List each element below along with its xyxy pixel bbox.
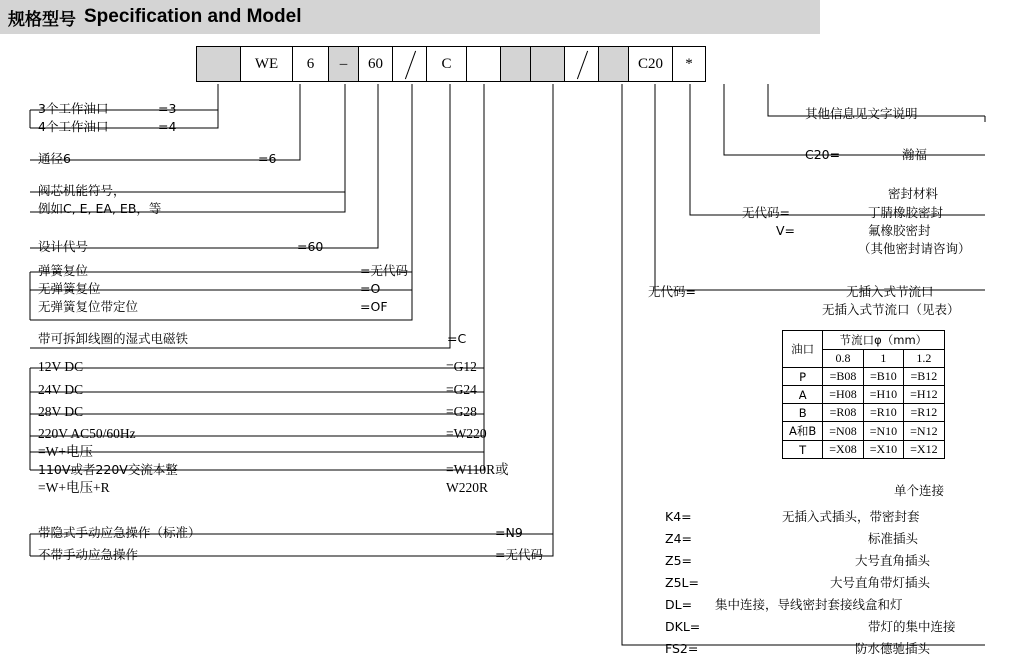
value-dl: 集中连接，导线密封套接线盒和灯 — [715, 597, 903, 612]
value-throttle-table-ref: 无插入式节流口（见表） — [822, 302, 960, 317]
cell-t-0: =X08 — [823, 441, 863, 459]
label-seal-none: 无代码= — [742, 205, 790, 220]
throttle-table-row-header: 油口 — [783, 331, 823, 368]
throttle-col-0: 0.8 — [823, 350, 863, 368]
value-24vdc: =G24 — [446, 382, 477, 397]
code-box-12[interactable] — [628, 46, 672, 82]
value-w-voltage-r: W220R — [446, 480, 488, 495]
value-k4: 无插入式插头，带密封套 — [782, 509, 920, 524]
label-throttle-none: 无代码= — [648, 284, 696, 299]
slash-mark-5 — [404, 51, 415, 80]
cell-b-2: =R12 — [904, 404, 944, 422]
label-z5: Z5= — [665, 553, 692, 568]
label-seal-v: V= — [776, 223, 796, 238]
value-single-connection: 单个连接 — [894, 483, 945, 498]
label-spool-symbol: 阀芯机能符号， — [38, 183, 126, 198]
value-no-spring-return: =O — [360, 281, 381, 296]
code-box-label-12: C20 — [637, 55, 663, 72]
label-k4: K4= — [665, 509, 692, 524]
label-110-220-rect: 110V或者220V交流本整 — [38, 462, 178, 477]
value-110-220-rect: =W110R或 — [446, 462, 509, 477]
cell-p-1: =B10 — [863, 368, 903, 386]
value-dkl: 带灯的集中连接 — [868, 619, 956, 634]
label-wet-solenoid: 带可拆卸线圈的湿式电磁铁 — [38, 331, 189, 346]
model-code-row — [196, 46, 706, 84]
value-wet-solenoid: =C — [447, 331, 467, 346]
label-28vdc: 28V DC — [38, 404, 84, 419]
code-box-11[interactable] — [598, 46, 628, 82]
cell-a-1: =H10 — [863, 386, 903, 404]
label-no-spring-return: 无弹簧复位 — [38, 281, 101, 296]
code-box-0[interactable] — [196, 46, 240, 82]
value-design-code: =60 — [297, 239, 324, 254]
label-dl: DL= — [665, 597, 693, 612]
value-no-manual: =无代码 — [495, 547, 543, 562]
label-4-ports: 4个工作油口 — [38, 119, 109, 134]
cell-a-0: =H08 — [823, 386, 863, 404]
label-w-voltage-r: =W+电压+R — [38, 480, 110, 495]
label-hidden-manual: 带隐式手动应急操作（标准） — [38, 525, 201, 540]
value-z4: 标准插头 — [868, 531, 919, 546]
cell-ab-0: =N08 — [823, 422, 863, 441]
value-z5: 大号直角插头 — [855, 553, 931, 568]
value-c20: 瀚福 — [902, 147, 928, 162]
value-220vac: =W220 — [446, 426, 487, 441]
value-fs2: 防水德驰插头 — [855, 641, 931, 656]
cell-b-1: =R10 — [863, 404, 903, 422]
slash-mark-10 — [576, 51, 587, 80]
label-w-voltage: =W+电压 — [38, 444, 93, 459]
value-other-info: 其他信息见文字说明 — [805, 106, 918, 121]
cell-t-1: =X10 — [863, 441, 903, 459]
code-box-label-3: – — [339, 55, 348, 72]
table-row — [783, 368, 945, 386]
code-box-9[interactable] — [530, 46, 564, 82]
code-box-label-6: C — [441, 55, 452, 72]
label-spool-examples: 例如C, E, EA, EB，等 — [38, 201, 162, 216]
label-no-manual: 不带手动应急操作 — [38, 547, 139, 562]
table-row — [783, 441, 945, 459]
value-4-ports: =4 — [158, 119, 177, 134]
port-t: T — [783, 441, 823, 459]
label-12vdc: 12V DC — [38, 359, 84, 374]
cell-t-2: =X12 — [904, 441, 944, 459]
value-hidden-manual: =N9 — [495, 525, 523, 540]
value-seal-nbr: 丁腈橡胶密封 — [868, 205, 944, 220]
throttle-table — [782, 330, 945, 459]
label-220vac: 220V AC50/60Hz — [38, 426, 136, 441]
label-z4: Z4= — [665, 531, 692, 546]
throttle-table-group-header: 节流口φ（mm） — [823, 331, 944, 350]
page-title-cn: 规格型号 — [8, 9, 76, 30]
table-row — [783, 386, 945, 404]
code-box-1[interactable] — [240, 46, 292, 82]
label-dkl: DKL= — [665, 619, 701, 634]
table-row — [783, 422, 945, 441]
label-seal-material: 密封材料 — [888, 186, 939, 201]
throttle-col-1: 1 — [863, 350, 903, 368]
label-size-6: 通径6 — [38, 151, 71, 166]
value-seal-fkm: 氟橡胶密封 — [868, 223, 931, 238]
code-box-5[interactable] — [392, 46, 426, 82]
port-b: B — [783, 404, 823, 422]
code-box-label-1: WE — [254, 55, 279, 72]
label-z5l: Z5L= — [665, 575, 699, 590]
code-box-2[interactable] — [292, 46, 328, 82]
value-no-spring-detent: =OF — [360, 299, 388, 314]
label-c20: C20= — [805, 147, 841, 162]
throttle-col-2: 1.2 — [904, 350, 944, 368]
value-12vdc: =G12 — [446, 359, 477, 374]
cell-p-2: =B12 — [904, 368, 944, 386]
code-box-3[interactable] — [328, 46, 358, 82]
page-header — [0, 0, 820, 34]
cell-ab-1: =N10 — [863, 422, 903, 441]
label-24vdc: 24V DC — [38, 382, 84, 397]
code-box-6[interactable] — [426, 46, 466, 82]
code-box-10[interactable] — [564, 46, 598, 82]
label-3-ports: 3个工作油口 — [38, 101, 109, 116]
cell-b-0: =R08 — [823, 404, 863, 422]
code-box-13[interactable] — [672, 46, 706, 82]
code-box-4[interactable] — [358, 46, 392, 82]
value-size-6: =6 — [258, 151, 277, 166]
port-p: P — [783, 368, 823, 386]
port-a: A — [783, 386, 823, 404]
value-throttle-none: 无插入式节流口 — [846, 284, 934, 299]
value-28vdc: =G28 — [446, 404, 477, 419]
label-no-spring-detent: 无弹簧复位带定位 — [38, 299, 139, 314]
label-fs2: FS2= — [665, 641, 699, 656]
value-3-ports: =3 — [158, 101, 177, 116]
cell-a-2: =H12 — [904, 386, 944, 404]
value-seal-note: （其他密封请咨询） — [858, 241, 971, 256]
value-z5l: 大号直角带灯插头 — [830, 575, 931, 590]
code-box-7[interactable] — [466, 46, 500, 82]
cell-ab-2: =N12 — [904, 422, 944, 441]
code-box-label-13: * — [685, 55, 693, 72]
page-title-en: Specification and Model — [84, 6, 302, 27]
code-box-label-2: 6 — [306, 55, 315, 72]
code-box-label-4: 60 — [368, 55, 383, 72]
label-design-code: 设计代号 — [38, 239, 89, 254]
table-row — [783, 404, 945, 422]
cell-p-0: =B08 — [823, 368, 863, 386]
port-a-and-b: A和B — [783, 422, 823, 441]
value-spring-return: =无代码 — [360, 263, 408, 278]
label-spring-return: 弹簧复位 — [38, 263, 89, 278]
code-box-8[interactable] — [500, 46, 530, 82]
